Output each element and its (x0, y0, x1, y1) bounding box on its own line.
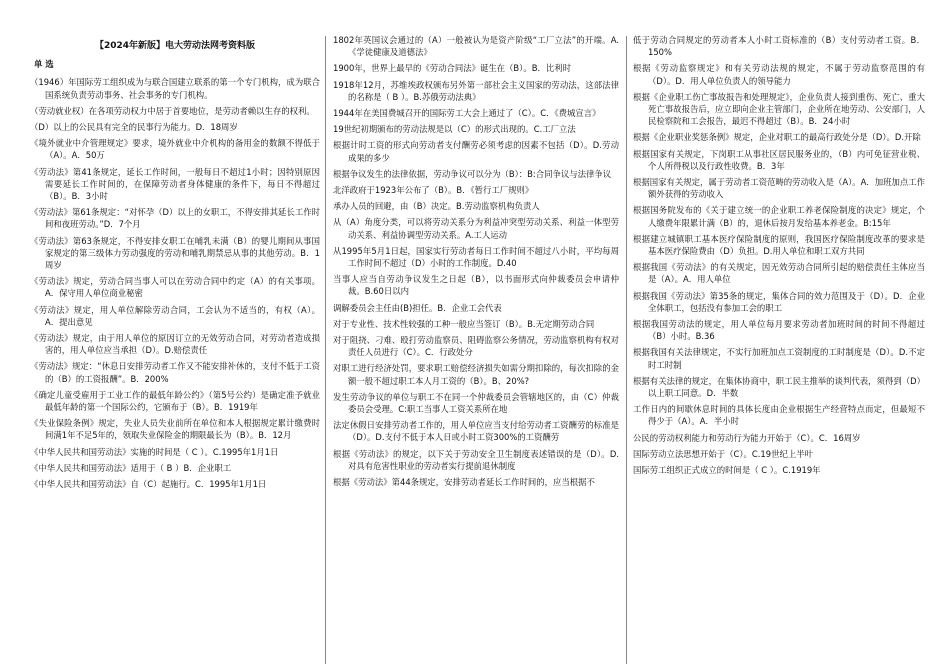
question-item: 《劳动法》第63条规定，不得安排女职工在哺乳未满（B）的婴儿期间从事国家规定的第三级体力劳动强度的劳动和哺乳期禁忌从事的其他劳动。B．1周岁 (30, 235, 320, 271)
question-item: 根据争议发生的法律依据，劳动争议可以分为（B）：B:合同争议与法律争议 (333, 168, 612, 179)
question-item: 当事人应当自劳动争议发生之日起（B），以书面形式向仲裁委员会申请仲裁。B.60日以内 (333, 274, 619, 297)
question-item: 根据有关法律的规定，在集体协商中，职工民主推举的谈判代表，须得到（D）以上职工同意。D．半数 (633, 375, 925, 399)
question-item: 调解委员会主任由(B)担任。B．企业工会代表 (333, 302, 502, 313)
question-item: 《劳动法》规定，劳动合同当事人可以在劳动合同中约定（A）的有关事项。A．保守用人单位商业秘密 (30, 276, 320, 299)
question-item: （劳动就业权）在各项劳动权力中居于首要地位，是劳动者赖以生存的权利。 (30, 105, 315, 116)
column-2 (333, 34, 619, 664)
question-item: 1918年12月，苏维埃政权颁布另外第一部社会主义国家的劳动法，这部法律的名称是（ B ）。B.苏俄劳动法典》 (333, 79, 619, 102)
question-item: 根据《劳动法》的规定，以下关于劳动安全卫生制度表述错误的是（D）。D.对具有危害性职业的劳动者实行提前退休制度 (333, 448, 619, 471)
question-item: 工作日内的间歇休息时间的具体长度由企业根据生产经营特点而定，但最短不得少于（A）。A．半小时 (633, 404, 925, 427)
question-item: 根据我国有关法律规定，不实行加班加点工资制度的工时制度是（D）。D.不定时工时制 (633, 347, 925, 370)
column-divider (325, 36, 326, 664)
question-item: 根据国家有关规定，下岗职工从事社区居民服务业的，（B）内可免征营业税、个人所得税以及行政性收费。B．3年 (633, 148, 925, 171)
column-1 (30, 34, 320, 664)
question-item: 根据我国劳动法的规定，用人单位每月要求劳动者加班时间的时间不得超过（B）小时。B.36 (633, 319, 925, 342)
question-item: 《中华人民共和国劳动法》自（C）起施行。C．1995年1月1日 (30, 479, 267, 490)
question-item: 根据国家有关规定，属于劳动者工资范畴的劳动收入是（A）。A．加班加点工作额外获得的劳动收入 (633, 177, 925, 200)
question-item: 法定休假日安排劳动者工作的，用人单位应当支付给劳动者工资酬劳的标准是（D）。D.支付不低于本人日或小时工资300%的工资酬劳 (333, 420, 619, 443)
question-item: 从（A）角度分类，可以将劳动关系分为利益冲突型劳动关系、利益一体型劳动关系、利益协调型劳动关系。A.工人运动 (333, 217, 619, 240)
question-item: 公民的劳动权利能力和劳动行为能力开始于（C）。C．16周岁 (633, 432, 861, 443)
question-item: 根据建立城镇职工基本医疗保险制度的原则，我国医疗保险制度改革的要求是基本医疗保险费由（D）负担。D.用人单位和职工双方共同 (633, 233, 925, 257)
question-item: 1802年英国议会通过的（A）一般被认为是资产阶级“工厂立法”的开端。A.《学徒健康及道德法》 (333, 35, 619, 58)
column-divider (626, 36, 627, 664)
question-item: 根据我国《劳动法》第35条的规定，集体合同的效力范围及于（D）。D．企业全体职工，包括没有参加工会的职工 (633, 290, 925, 313)
question-item: 国际劳动立法思想开始于（C）。C.19世纪上半叶 (633, 448, 813, 459)
section-heading: 单 选 (34, 59, 54, 70)
question-item: 《境外就业中介管理规定》要求，境外就业中介机构的备用金的数额不得低于（A）。A．50万 (30, 138, 320, 161)
question-item: 根据计时工资的形式向劳动者支付酬劳必须考虑的因素不包括（D）。D.劳动成果的多少 (333, 140, 619, 163)
question-item: 《失业保险条例》规定，失业人员失业前所在单位和本人根据规定累计缴费时间满1年不足5年的，领取失业保险金的期限最长为（B）。B．12月 (30, 418, 320, 441)
question-item: （1946）年国际劳工组织成为与联合国建立联系的第一个专门机构，成为联合国系统负责劳动事务、社会事务的专门机构。 (30, 77, 320, 100)
question-item: 《中华人民共和国劳动法》实施的时间是（ C ）。C.1995年1月1日 (30, 446, 279, 457)
document-title: 【2024年新版】电大劳动法网考资料版 (94, 41, 256, 51)
question-item: 根据《劳动监察规定》和有关劳动法规的规定，不属于劳动监察范围的有（D）。D．用人单位负责人的领导能力 (633, 63, 925, 86)
question-item: 1900年，世界上最早的《劳动合同法》诞生在（B）。B．比利时 (333, 63, 571, 74)
question-item: 承办人员的回避，由（B）决定。B.劳动监察机构负责人 (333, 201, 540, 212)
question-item: 根据我国《劳动法》的有关规定，因无效劳动合同所引起的赔偿责任主体应当是（A）。A．用人单位 (633, 262, 925, 285)
column-3 (633, 34, 925, 664)
question-item: 对于专业性、技术性较强的工种一般应当签订（B）。B.无定期劳动合同 (333, 318, 595, 329)
question-item: 《劳动法》规定：“休息日安排劳动者工作又不能安排补休的，支付不低于工资的（B）的工资报酬”。B．200% (30, 361, 320, 384)
question-item: （D）以上的公民具有完全的民事行为能力。D．18周岁 (30, 122, 238, 133)
question-item: 国际劳工组织正式成立的时间是（ C ）。C.1919年 (633, 465, 821, 476)
question-item: 《劳动法》规定，用人单位解除劳动合同，工会认为不适当的，有权（A）。A．提出意见 (30, 304, 320, 327)
question-item: 根据国务院发布的《关于建立统一的企业职工养老保险制度的决定》规定，个人缴费年限累计满（B）的，退休后按月发给基本养老金。B:15年 (633, 205, 925, 228)
question-item: 发生劳动争议的单位与职工不在同一个仲裁委员会管辖地区的，由（C）仲裁委员会受理。C:职工当事人工资关系所在地 (333, 391, 619, 415)
question-item: 北洋政府于1923年公布了（B）。B．《暂行工厂规则》 (333, 185, 534, 196)
question-item: 根据《劳动法》第44条规定，安排劳动者延长工作时间的，应当根据不 (333, 477, 595, 488)
question-item: 《劳动法》第41条规定，延长工作时间，一般每日不超过1小时；因特别原因需要延长工作时间的，在保障劳动者身体健康的条件下，每日不得超过（B）。B．3小时 (30, 166, 320, 202)
question-item: 根据《企业职业奖惩条例》规定，企业对职工的最高行政处分是（D）。D.开除 (633, 132, 921, 143)
question-item: 《劳动法》规定，由于用人单位的原因订立的无效劳动合同，对劳动者造成损害的，用人单位应当承担（D）。D.赔偿责任 (30, 333, 320, 356)
question-item: 《劳动法》第61条规定：“对怀孕（D）以上的女职工，不得安排其延长工作时间和夜班劳动。”D．7个月 (30, 207, 320, 230)
question-item: 对于阻挠、刁难、殴打劳动监察员、阻碍监察公务情况，劳动监察机构有权对责任人员进行（C）。C．行政处分 (333, 335, 619, 358)
question-item: 《中华人民共和国劳动法》适用于（ B ）B．企业职工 (30, 462, 232, 473)
question-item: 对职工进行经济处罚，要求职工赔偿经济损失如需分期扣除的，每次扣除的金额一般不超过职工本人月工资的（B）。B、20%? (333, 363, 619, 386)
question-item: 从1995年5月1日起，国家实行劳动者每日工作时间不超过八小时，平均每周工作时间不超过（D）小时的工作制度。D.40 (333, 245, 619, 269)
question-item: 1944年在美国费城召开的国际劳工大会上通过了（C）。C．《费城宣言》 (333, 108, 601, 119)
question-item: 根据《企业职工伤亡事故报告和处理规定》，企业负责人接到重伤、死亡、重大死亡事故报告后，应立即向企业主管部门，企业所在地劳动、公安部门，人民检察院和工会报告，最迟不得超过（B）。B．24小时 (633, 91, 925, 127)
question-item: 低于劳动合同规定的劳动者本人小时工资标准的（B）支付劳动者工资。B．150% (633, 35, 925, 58)
question-item: 《确定儿童受雇用于工业工作的最低年龄公约》（第5号公约）是确定准予就业最低年龄的第一个国际公约，它颁布于（B）。B．1919年 (30, 389, 320, 413)
question-item: 19世纪初期颁布的劳动法规是以（C）的形式出现的。C.工厂立法 (333, 124, 576, 135)
